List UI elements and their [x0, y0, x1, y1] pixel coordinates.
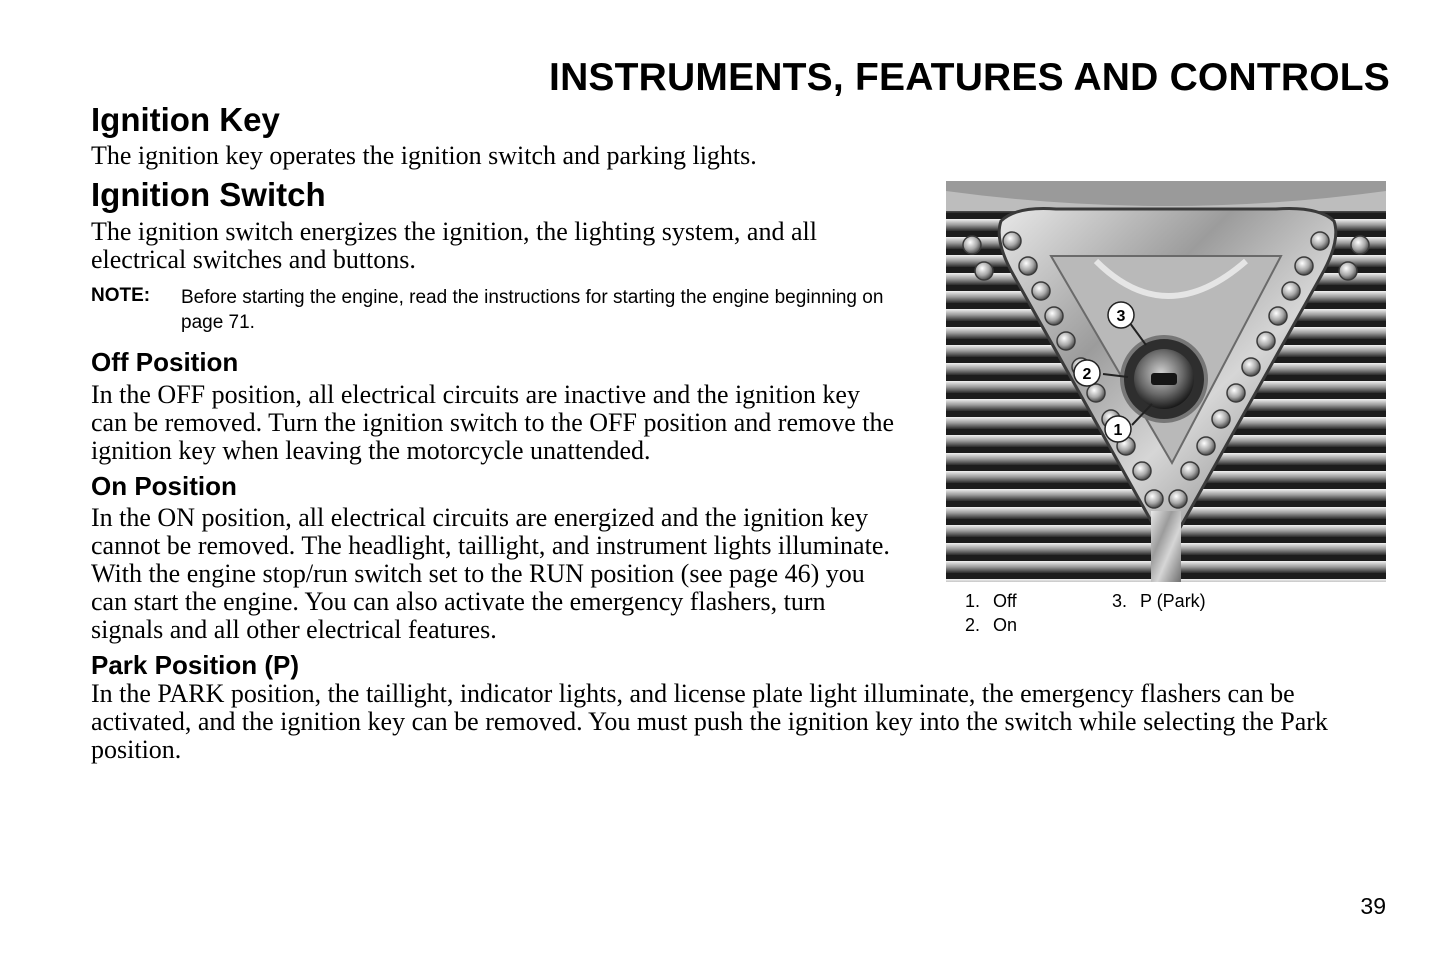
heading-ignition-switch: Ignition Switch — [91, 176, 326, 213]
heading-park-position: Park Position (P) — [91, 650, 300, 680]
legend-item-3-number: 3. — [1112, 591, 1128, 611]
callout-1-label: 1 — [1113, 422, 1123, 439]
paragraph-ignition-switch: The ignition switch energizes the ignition, the lighting system, and all electrical switches and buttons. — [91, 217, 817, 274]
legend-item-1-number: 1. — [965, 591, 981, 611]
ignition-switch-photo — [946, 181, 1386, 582]
legend-item-3-label: P (Park) — [1140, 591, 1206, 611]
legend-item-2-number: 2. — [965, 615, 981, 635]
paragraph-on-position: In the ON position, all electrical circuits are energized and the ignition key cannot be removed. The headlight, taillight, and instrument lights illuminate. With the engine stop/run switch set to the RUN position (see page 46) you can start the engine. You can also activate the emergency flashers, turn signals and all other electrical features. — [91, 503, 890, 644]
heading-on-position: On Position — [91, 471, 237, 501]
heading-off-position: Off Position — [91, 347, 239, 377]
page-number: 39 — [1360, 893, 1386, 919]
legend-item-1 — [965, 591, 1017, 612]
paragraph-park-position: In the PARK position, the taillight, indicator lights, and license plate light illuminate, the emergency flashers can be activated, and the ignition key can be removed. You must push the ignition key into the switch while selecting the Park position. — [91, 679, 1328, 764]
page-header-title: INSTRUMENTS, FEATURES AND CONTROLS — [549, 56, 1390, 99]
paragraph-off-position: In the OFF position, all electrical circuits are inactive and the ignition key can be removed. Turn the ignition switch to the OFF position and remove the ignition key when leaving the motorcycle unattended. — [91, 380, 895, 465]
legend-item-2 — [965, 615, 1017, 636]
legend-item-3 — [1112, 591, 1206, 612]
paragraph-ignition-key: The ignition key operates the ignition switch and parking lights. — [91, 141, 757, 170]
legend-item-1-label: Off — [993, 591, 1017, 611]
callout-2-label: 2 — [1082, 366, 1092, 383]
legend-item-2-label: On — [993, 615, 1018, 635]
note-label: NOTE: — [91, 285, 151, 306]
callout-3-label: 3 — [1116, 308, 1126, 325]
note-text: Before starting the engine, read the instructions for starting the engine beginning on page 71. — [181, 287, 884, 333]
heading-ignition-key: Ignition Key — [91, 101, 280, 138]
